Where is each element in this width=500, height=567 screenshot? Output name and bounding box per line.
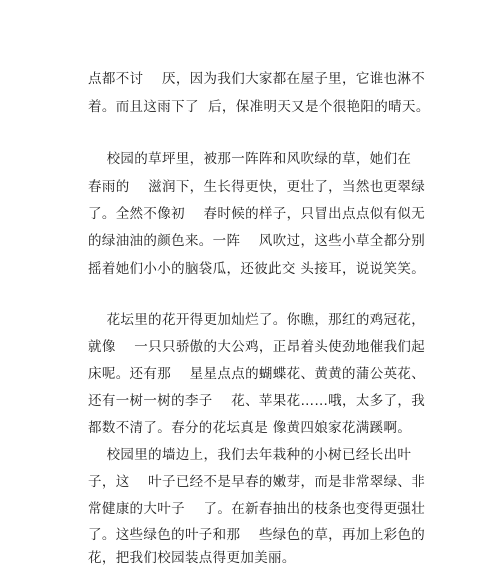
text-line: 常健康的大叶子 了。在新春抽出的枝条也变得更强壮: [88, 501, 426, 517]
text-line: 了。这些绿色的叶子和那 些绿色的草，再加上彩色的: [88, 527, 426, 543]
text-line: 摇着她们小小的脑袋瓜，还彼此交 头接耳，说说笑笑。: [88, 261, 426, 277]
text-line: 都数不清了。春分的花坛真是 像黄四娘家花满蹊啊。: [88, 420, 412, 436]
text-line: 花坛里的花开得更加灿烂了。你瞧，那红的鸡冠花，: [88, 312, 426, 328]
text-line: 就像 一只只骄傲的大公鸡，正昂着头使劲地催我们起: [88, 339, 426, 355]
text-line: 校园的草坪里，被那一阵阵和风吹绿的草，她们在: [88, 151, 412, 167]
text-line: 子，这 叶子已经不是早春的嫩芽，而是非常翠绿、非: [88, 474, 426, 490]
text-line: 春雨的 滋润下，生长得更快，更壮了，当然也更翠绿: [88, 179, 426, 195]
text-line: 还有一树一树的李子 花、苹果花……哦，太多了，我: [88, 393, 426, 409]
text-line: 花，把我们校园装点得更加美丽。: [88, 550, 296, 566]
text-line: 着。而且这雨下了 后，保准明天又是个很艳阳的晴天。: [88, 99, 430, 115]
text-line: 的绿油油的颜色来。一阵 风吹过，这些小草全都分别: [88, 233, 426, 249]
text-line: 床呢。还有那 星星点点的蝴蝶花、黄黄的蒲公英花、: [88, 366, 426, 382]
text-line: 点都不讨 厌，因为我们大家都在屋子里，它谁也淋不: [88, 71, 426, 87]
text-line: 校园里的墙边上，我们去年栽种的小树已经长出叶: [88, 447, 412, 463]
text-line: 了。全然不像初 春时候的样子，只冒出点点似有似无: [88, 206, 426, 222]
